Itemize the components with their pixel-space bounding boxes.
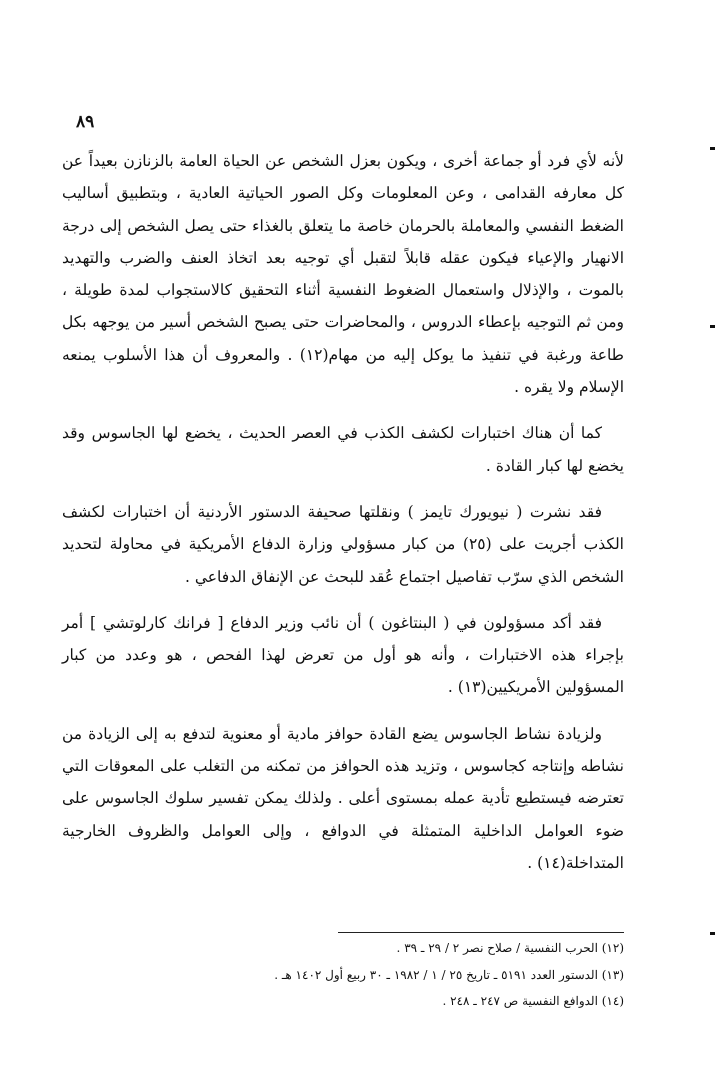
- paragraph-2: كما أن هناك اختبارات لكشف الكذب في العصر الحديث ، يخضع لها الجاسوس وقد يخضع لها كبار القادة .: [62, 424, 624, 475]
- paragraph-gap: [62, 403, 624, 417]
- page-number: ٨٩: [76, 112, 95, 132]
- paragraph-4: فقد أكد مسؤولون في ( البنتاغون ) أن نائب وزير الدفاع [ فرانك كارلوتشي ] أمر بإجراء هذه الاختبارات ، وأنه هو أول من تعرض لهذا الفحص ، هو وعدد من كبار المسؤولين الأمريكيين(١٣) .: [62, 613, 624, 697]
- paragraph-1: لأنه لأي فرد أو جماعة أخرى ، ويكون بعزل الشخص عن الحياة العامة بالزنازن بعيداً عن كل معارفه القدامى ، وعن المعلومات وكل الصور الحياتية العادية ، وبتطبيق أساليب الضغط النفسي والمعاملة بالحرمان خاصة ما يتعلق بالغذاء حتى يصل الشخص إلى درجة الانهيار والإعياء فيكون عقله قابلاً لتقبل أي توجيه بعد اتخاذ العنف والضرب والتهديد بالموت ، والإذلال واستعمال الضغوط النفسية أثناء التحقيق كالاستجواب لمدة طويلة ، ومن ثم التوجيه بإعطاء الدروس ، والمحاضرات حتى يصبح الشخص أسير من يوجهه بكل طاعة ورغبة في تنفيذ ما يوكل إليه من مهام(١٢) . والمعروف أن هذا الأسلوب يمنعه الإسلام ولا يقره .: [62, 152, 624, 397]
- scan-edge-mark: [710, 932, 715, 935]
- paragraph-3: فقد نشرت ( نيويورك تايمز ) ونقلتها صحيفة الدستور الأردنية أن اختبارات لكشف الكذب أجريت على (٢٥) من كبار مسؤولي وزارة الدفاع الأمريكية في محاولة لتحديد الشخص الذي سرّب تفاصيل اجتماع عُقد للبحث عن الإنفاق الدفاعي .: [62, 502, 624, 586]
- footnote-13: (١٣) الدستور العدد ٥١٩١ ـ تاريخ ٢٥ / ١ / ١٩٨٢ ـ ٣٠ ربيع أول ١٤٠٢ هـ .: [274, 967, 624, 982]
- footnote-divider: [338, 932, 624, 933]
- paragraph-5: ولزيادة نشاط الجاسوس يضع القادة حوافز مادية أو معنوية لتدفع به إلى الزيادة من نشاطه وإنتاجه كجاسوس ، وتزيد هذه الحوافز من تمكنه من التغلب على المعوقات التي تعترضه فيستطيع تأدية عمله بمستوى أعلى . ولذلك يمكن تفسير سلوك الجاسوس على ضوء العوامل الداخلية المتمثلة في الدوافع ، وإلى العوامل والظروف الخارجية المتداخلة(١٤) .: [62, 724, 624, 872]
- footnote-14: (١٤) الدوافع النفسية ص ٢٤٧ ـ ٢٤٨ .: [442, 994, 624, 1008]
- paragraph-gap: [62, 482, 624, 496]
- body-text: [62, 145, 624, 879]
- paragraph-gap: [62, 593, 624, 607]
- footnotes: [64, 935, 624, 1015]
- scan-edge-mark: [710, 325, 715, 328]
- footnote-12: (١٢) الحرب النفسية / صلاح نصر ٢ / ٢٩ ـ ٣٩ .: [396, 941, 624, 955]
- scan-edge-mark: [710, 147, 715, 150]
- paragraph-gap: [62, 704, 624, 718]
